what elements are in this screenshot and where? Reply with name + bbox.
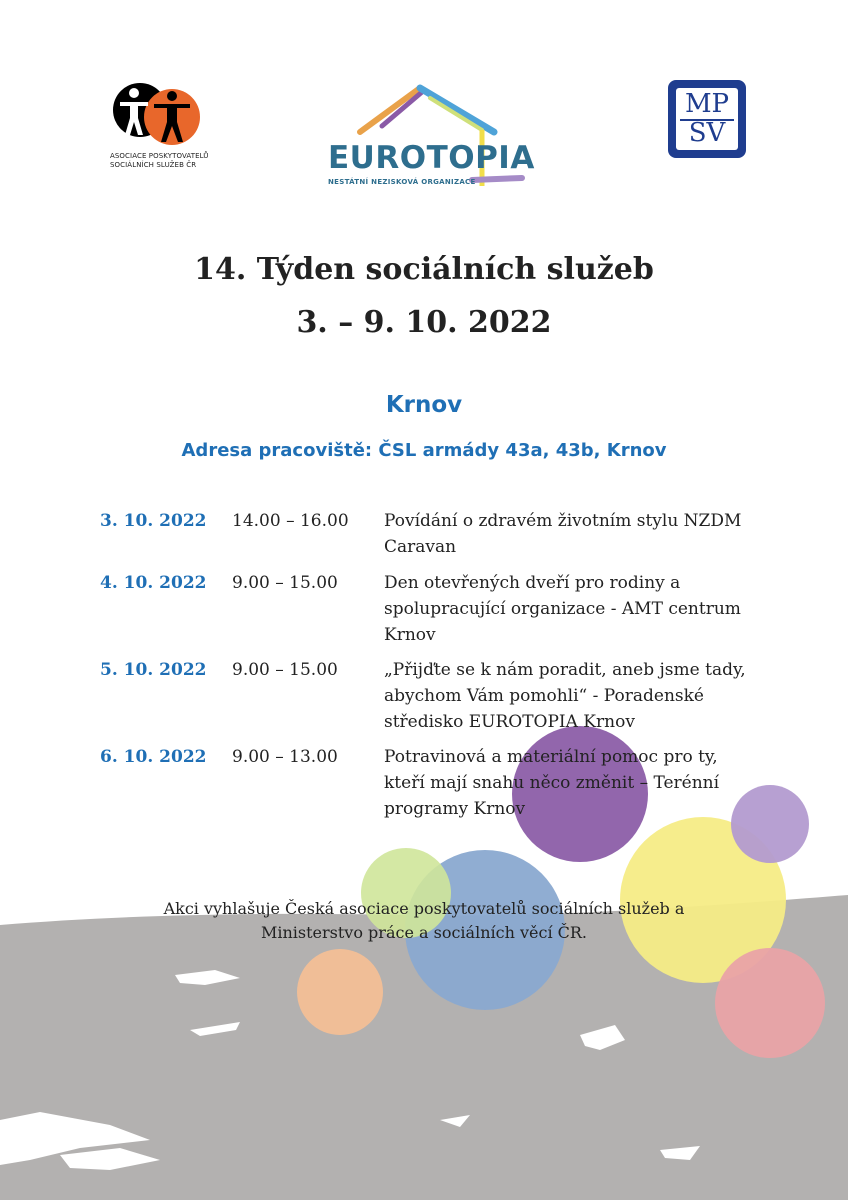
city-name: Krnov (385, 392, 463, 418)
apss-caption-line1: ASOCIACE POSKYTOVATELŮ (110, 152, 209, 160)
eurotopia-subtitle: NESTÁTNÍ NEZISKOVÁ ORGANIZACE (328, 178, 476, 186)
schedule-time: 14.00 – 16.00 (232, 511, 349, 531)
schedule-date: 6. 10. 2022 (100, 747, 207, 767)
schedule-description: Den otevřených dveří pro rodiny a spolupracující organizace - AMT centrum Krnov (384, 573, 741, 645)
schedule-time: 9.00 – 13.00 (232, 747, 338, 767)
apss-people-icon (110, 80, 220, 150)
schedule-time: 9.00 – 15.00 (232, 573, 338, 593)
mpsv-logo-top: MP (684, 89, 730, 119)
page-title: 14. Týden sociálních služeb (194, 252, 654, 287)
circle-peach (297, 949, 383, 1035)
schedule-date: 5. 10. 2022 (100, 660, 207, 680)
schedule-description: Potravinová a materiální pomoc pro ty, kteří mají snahu něco změnit – Terénní programy Krnov (384, 747, 720, 819)
mpsv-logo-inner (676, 88, 738, 150)
schedule-date: 4. 10. 2022 (100, 573, 207, 593)
schedule-description: „Přijďte se k nám poradit, aneb jsme tady, abychom Vám pomohli“ - Poradenské středisko EUROTOPIA Krnov (384, 660, 746, 732)
footer-line2: Ministerstvo práce a sociálních věcí ČR. (260, 923, 588, 942)
eurotopia-logo (322, 80, 535, 192)
schedule-time: 9.00 – 15.00 (232, 660, 338, 680)
footer-note (0, 897, 848, 945)
apss-caption (110, 152, 220, 170)
apss-caption-line2: SOCIÁLNÍCH SLUŽEB ČR (110, 161, 197, 169)
address-line: Adresa pracoviště: ČSL armády 43a, 43b, Krnov (181, 440, 667, 461)
mpsv-logo (668, 80, 746, 158)
event-dates: 3. – 9. 10. 2022 (296, 305, 552, 340)
eurotopia-wordmark: EUROTOPIA (328, 140, 535, 176)
footer-line1: Akci vyhlašuje Česká asociace poskytovatelů sociálních služeb a (163, 899, 685, 918)
schedule-date: 3. 10. 2022 (100, 511, 207, 531)
schedule-description: Povídání o zdravém životním stylu NZDM Caravan (384, 511, 742, 557)
apss-logo (110, 80, 220, 175)
mpsv-logo-bottom: SV (688, 118, 726, 148)
circle-pink (715, 948, 825, 1058)
